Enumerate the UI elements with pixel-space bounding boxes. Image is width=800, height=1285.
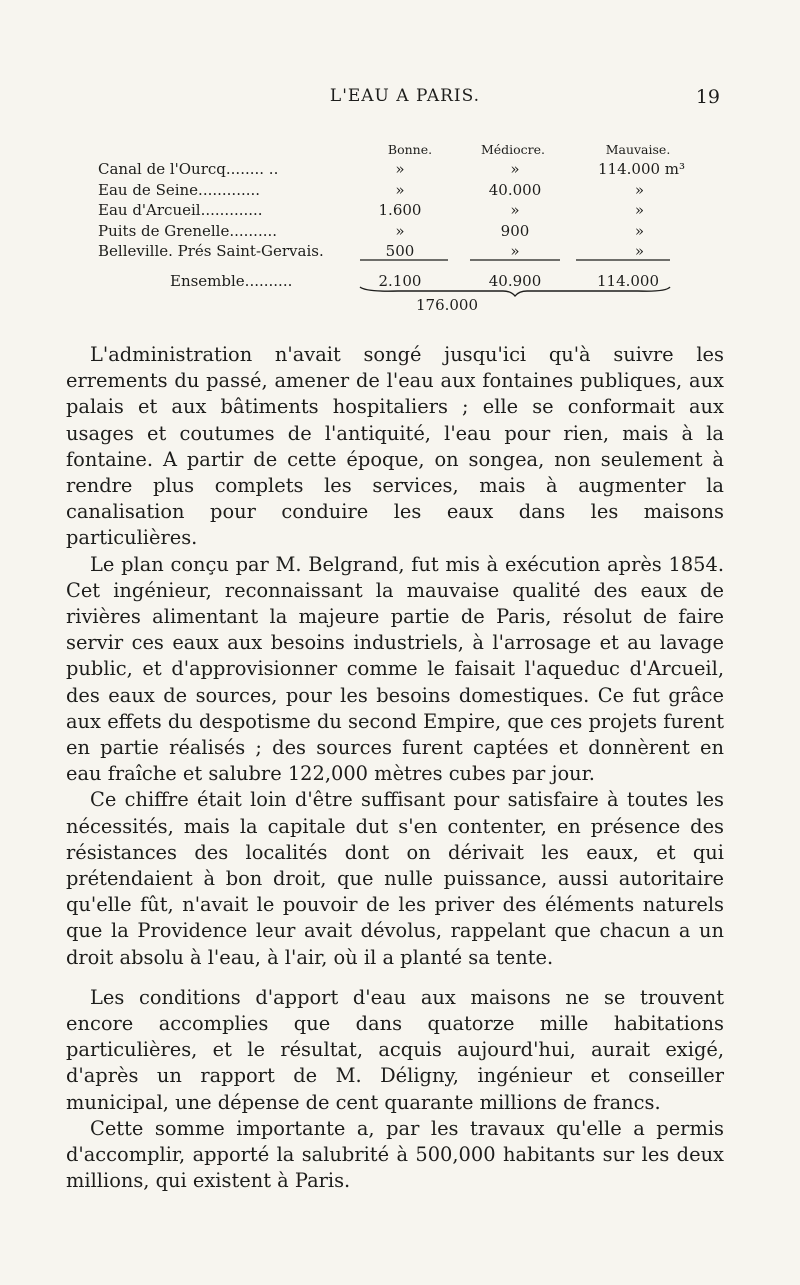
total-bad: 114.000 (596, 271, 660, 290)
cell-good: » (395, 160, 405, 178)
cell-good: » (395, 180, 405, 199)
table-row (98, 181, 688, 202)
row-label: Puits de Grenelle.......... (98, 221, 278, 240)
paragraph: Le plan conçu par M. Belgrand, fut mis à exécution après 1854. Cet ingénieur, reconnaissant la mauvaise qualité des eaux de rivières alimentant la majeure partie de Paris, résolut de faire servir ces eaux aux besoins industriels, à l'arrosage et au lavage public, et d'approvisionner comme le faisait l'aqueduc d'Arcueil, des eaux de sources, pour les besoins domestiques. Ce fut grâce aux effets du despotisme du second Empire, que ces projets furent en partie réalisés ; des sources furent captées et donnèrent en eau fraîche et salubre 122,000 mètres cubes par jour. (66, 552, 724, 786)
row-label: Eau de Seine............. (98, 180, 261, 199)
column-header-good: Bonne. (387, 142, 433, 157)
running-title: L'EAU A PARIS. (329, 86, 481, 106)
total-label: Ensemble.......... (170, 271, 293, 290)
cell-bad: » (634, 242, 644, 260)
total-mediocre: 40.900 (488, 271, 542, 290)
grand-total (98, 296, 688, 314)
cell-mediocre: » (510, 201, 520, 219)
table-row (98, 160, 688, 181)
page-number: 19 (695, 86, 720, 108)
total-row (98, 269, 688, 293)
paragraph: Les conditions d'apport d'eau aux maisons ne se trouvent encore accomplies que dans quatorze mille habitations particulières, et le résultat, acquis aujourd'hui, aurait exigé, d'après un rapport de M. Déligny, ingénieur et conseiller municipal, une dépense de cent quarante millions de francs. (66, 985, 724, 1114)
page-header (90, 86, 720, 112)
cell-mediocre: » (510, 242, 520, 260)
row-label: Eau d'Arcueil............. (98, 201, 263, 219)
cell-mediocre: 900 (500, 221, 530, 240)
row-label: Belleville. Prés Saint-Gervais. (98, 242, 324, 260)
table-row (98, 201, 688, 222)
cell-good: » (395, 221, 405, 240)
grand-total-value: 176.000 (415, 296, 479, 314)
cell-bad: 114.000 m³ (598, 160, 686, 178)
table-header (98, 140, 688, 160)
column-header-bad: Mauvaise. (605, 142, 671, 157)
cell-bad: » (634, 221, 644, 240)
total-good: 2.100 (378, 271, 422, 290)
body-text (66, 342, 724, 1195)
column-header-mediocre: Médiocre. (480, 142, 546, 157)
cell-mediocre: » (510, 160, 520, 178)
cell-bad: » (634, 201, 644, 219)
table-row (98, 222, 688, 243)
cell-mediocre: 40.000 (488, 180, 542, 199)
paragraph: Ce chiffre était loin d'être suffisant pour satisfaire à toutes les nécessités, mais la capitale dut s'en contenter, en présence des résistances des localités dont on dérivait les eaux, et qui prétendaient à bon droit, que nulle puissance, aussi autoritaire qu'elle fût, n'avait le pouvoir de les priver des éléments naturels que la Providence leur avait dévolus, rappelant que chacun a un droit absolu à l'eau, à l'air, où il a planté sa tente. (66, 788, 724, 969)
row-label: Canal de l'Ourcq........ .. (98, 160, 279, 178)
water-supply-table (98, 140, 688, 314)
paragraph: L'administration n'avait songé jusqu'ici qu'à suivre les errements du passé, amener de l'eau aux fontaines publiques, aux palais et aux bâtiments hospitaliers ; elle se conformait aux usages et coutumes de l'antiquité, l'eau pour rien, mais à la fontaine. A partir de cette époque, on songea, non seulement à rendre plus complets les services, mais à augmenter la canalisation pour conduire les eaux dans les maisons particulières. (66, 343, 724, 550)
cell-good: 1.600 (378, 201, 422, 219)
paragraph: Cette somme importante a, par les travaux qu'elle a permis d'accomplir, apporté la salubrité à 500,000 habitants sur les deux millions, qui existent à Paris. (66, 1116, 724, 1193)
cell-good: 500 (385, 242, 415, 260)
cell-bad: » (634, 180, 644, 199)
table-row (98, 242, 688, 263)
